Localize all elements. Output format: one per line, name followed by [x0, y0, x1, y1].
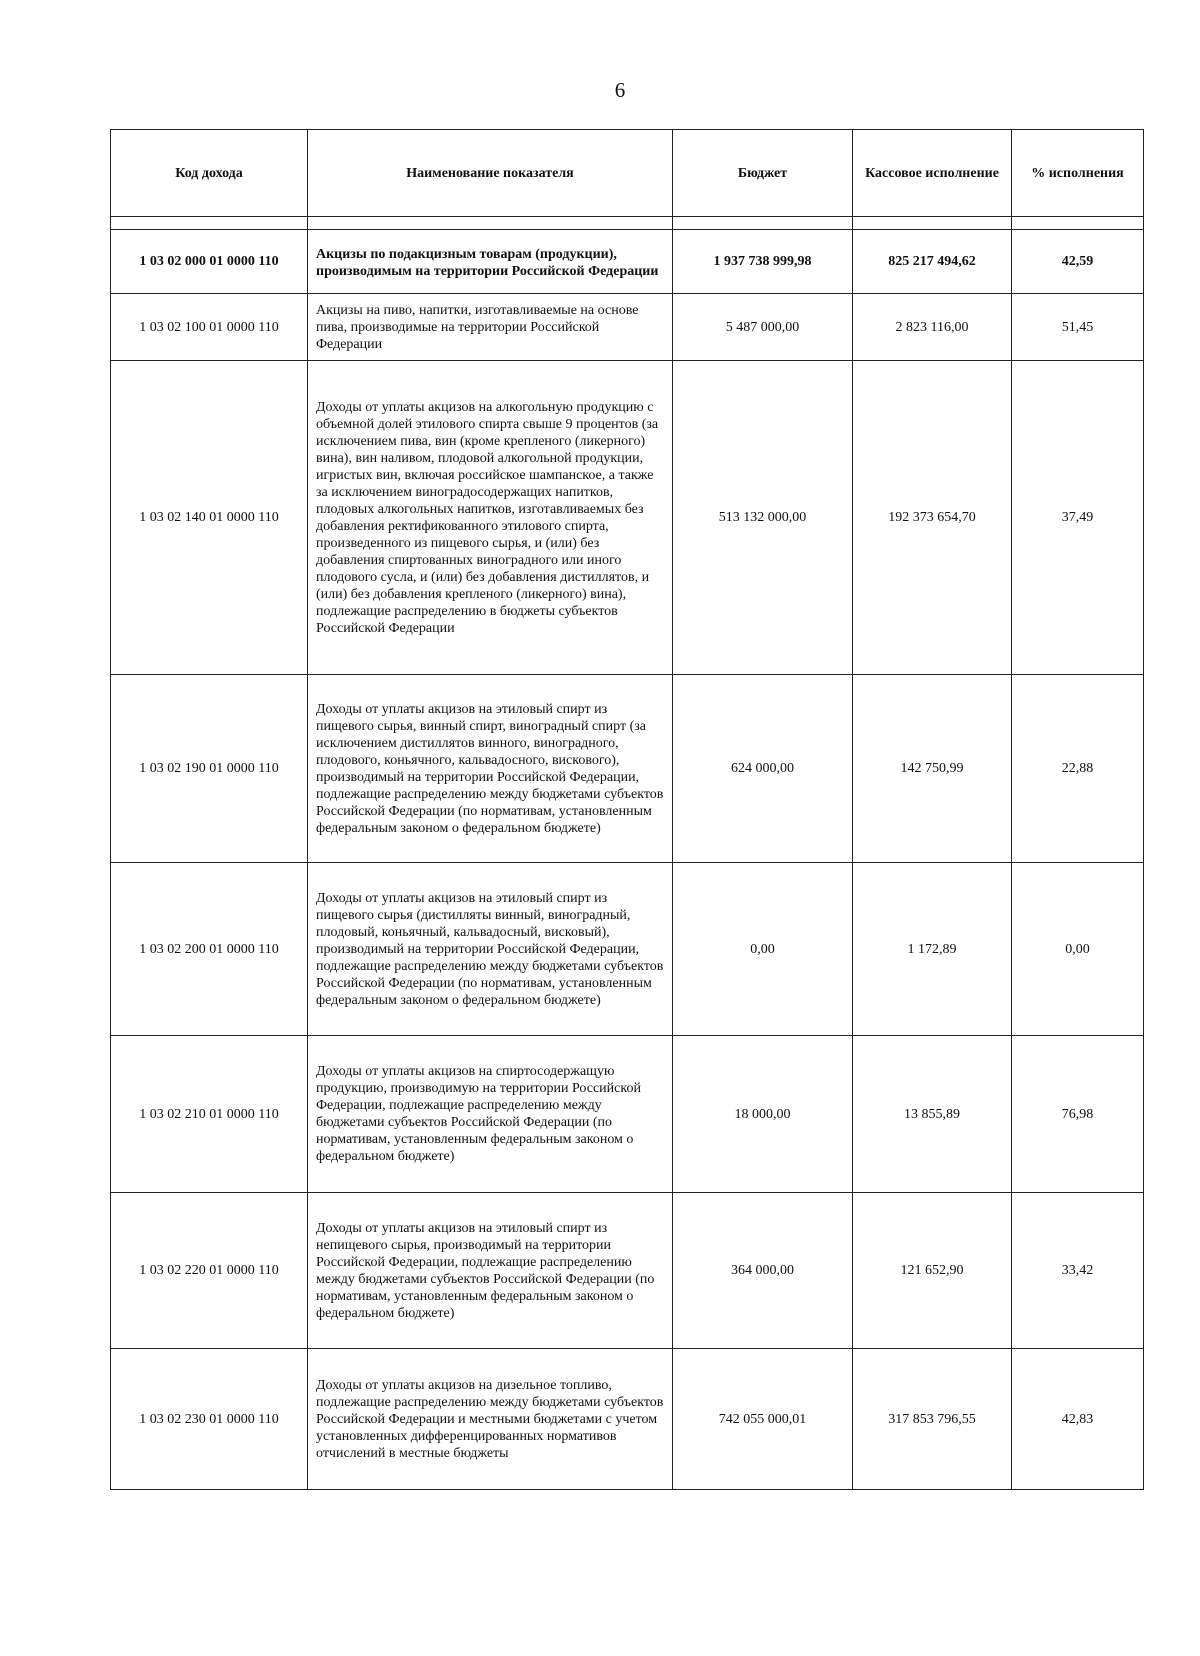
- table-row: [111, 1193, 1144, 1349]
- cell-percent: 51,45: [1012, 294, 1144, 361]
- cell-name: Акцизы по подакцизным товарам (продукции), производимым на территории Российской Федерации: [308, 230, 673, 294]
- cell-name: Акцизы на пиво, напитки, изготавливаемые на основе пива, производимые на территории Российской Федерации: [308, 294, 673, 361]
- page-number: 6: [614, 78, 626, 102]
- cell-percent: 37,49: [1012, 361, 1144, 675]
- table-header: [111, 130, 1144, 217]
- cell-cash: 121 652,90: [853, 1193, 1012, 1349]
- cell-name: Доходы от уплаты акцизов на этиловый спирт из непищевого сырья, производимый на территории Российской Федерации, подлежащие распределению между бюджетами субъектов Российской Федерации (по нормативам, установленным федеральным законом о федеральном бюджете): [308, 1193, 673, 1349]
- cell-percent: 42,83: [1012, 1349, 1144, 1490]
- header-percent: % исполнения: [1012, 130, 1144, 217]
- cell-budget: 513 132 000,00: [673, 361, 853, 675]
- revenue-table: [110, 129, 1144, 1490]
- cell-cash: 825 217 494,62: [853, 230, 1012, 294]
- table-row: [111, 230, 1144, 294]
- cell-name: Доходы от уплаты акцизов на этиловый спирт из пищевого сырья, винный спирт, виноградный спирт (за исключением дистиллятов винного, виноградного, плодового, коньячного, кальвадосного, вискового), производимый на территории Российской Федерации, подлежащие распределению между бюджетами субъектов Российской Федерации (по нормативам, установленным федеральным законом о федеральном бюджете): [308, 675, 673, 863]
- cell-budget: 0,00: [673, 863, 853, 1036]
- cell-code: 1 03 02 220 01 0000 110: [111, 1193, 308, 1349]
- cell-percent: 0,00: [1012, 863, 1144, 1036]
- cell-budget: 5 487 000,00: [673, 294, 853, 361]
- table-row: [111, 863, 1144, 1036]
- cell-budget: 624 000,00: [673, 675, 853, 863]
- header-spacer: [111, 217, 1144, 230]
- cell-name: Доходы от уплаты акцизов на этиловый спирт из пищевого сырья (дистилляты винный, виноградный, плодовый, коньячный, кальвадосный, висковый), производимый на территории Российской Федерации, подлежащие распределению между бюджетами субъектов Российской Федерации (по нормативам, установленным федеральным законом о федеральном бюджете): [308, 863, 673, 1036]
- cell-name: Доходы от уплаты акцизов на алкогольную продукцию с объемной долей этилового спирта свыше 9 процентов (за исключением пива, вин (кроме крепленого (ликерного) вина), вин наливом, плодовой алкогольной продукции, игристых вин, включая российское шампанское, а также за исключением виноградосодержащих напитков, плодовых алкогольных напитков, изготавливаемых без добавления ректификованного этилового спирта, произведенного из пищевого сырья, и (или) без добавления спиртованных виноградного или иного плодового сусла, и (или) без добавления дистиллятов, и (или) без добавления крепленого (ликерного) вина), подлежащие распределению в бюджеты субъектов Российской Федерации: [308, 361, 673, 675]
- cell-code: 1 03 02 200 01 0000 110: [111, 863, 308, 1036]
- cell-percent: 33,42: [1012, 1193, 1144, 1349]
- cell-name: Доходы от уплаты акцизов на спиртосодержащую продукцию, производимую на территории Российской Федерации, подлежащие распределению между бюджетами субъектов Российской Федерации (по нормативам, установленным федеральным законом о федеральном бюджете): [308, 1036, 673, 1193]
- table-body: [111, 217, 1144, 1490]
- table-row: [111, 675, 1144, 863]
- cell-cash: 13 855,89: [853, 1036, 1012, 1193]
- cell-percent: 22,88: [1012, 675, 1144, 863]
- cell-code: 1 03 02 100 01 0000 110: [111, 294, 308, 361]
- cell-budget: 742 055 000,01: [673, 1349, 853, 1490]
- cell-percent: 76,98: [1012, 1036, 1144, 1193]
- cell-budget: 364 000,00: [673, 1193, 853, 1349]
- cell-code: 1 03 02 140 01 0000 110: [111, 361, 308, 675]
- cell-budget: 18 000,00: [673, 1036, 853, 1193]
- cell-cash: 1 172,89: [853, 863, 1012, 1036]
- cell-percent: 42,59: [1012, 230, 1144, 294]
- cell-name: Доходы от уплаты акцизов на дизельное топливо, подлежащие распределению между бюджетами субъектов Российской Федерации и местными бюджетами с учетом установленных дифференцированных нормативов отчислений в местные бюджеты: [308, 1349, 673, 1490]
- cell-cash: 317 853 796,55: [853, 1349, 1012, 1490]
- header-cash: Кассовое исполнение: [853, 130, 1012, 217]
- header-code: Код дохода: [111, 130, 308, 217]
- table-row: [111, 1349, 1144, 1490]
- cell-code: 1 03 02 000 01 0000 110: [111, 230, 308, 294]
- cell-cash: 192 373 654,70: [853, 361, 1012, 675]
- table-row: [111, 1036, 1144, 1193]
- cell-code: 1 03 02 190 01 0000 110: [111, 675, 308, 863]
- header-budget: Бюджет: [673, 130, 853, 217]
- cell-cash: 142 750,99: [853, 675, 1012, 863]
- table-row: [111, 361, 1144, 675]
- cell-budget: 1 937 738 999,98: [673, 230, 853, 294]
- table-row: [111, 294, 1144, 361]
- header-name: Наименование показателя: [308, 130, 673, 217]
- cell-code: 1 03 02 230 01 0000 110: [111, 1349, 308, 1490]
- cell-code: 1 03 02 210 01 0000 110: [111, 1036, 308, 1193]
- header-row: [111, 130, 1144, 217]
- cell-cash: 2 823 116,00: [853, 294, 1012, 361]
